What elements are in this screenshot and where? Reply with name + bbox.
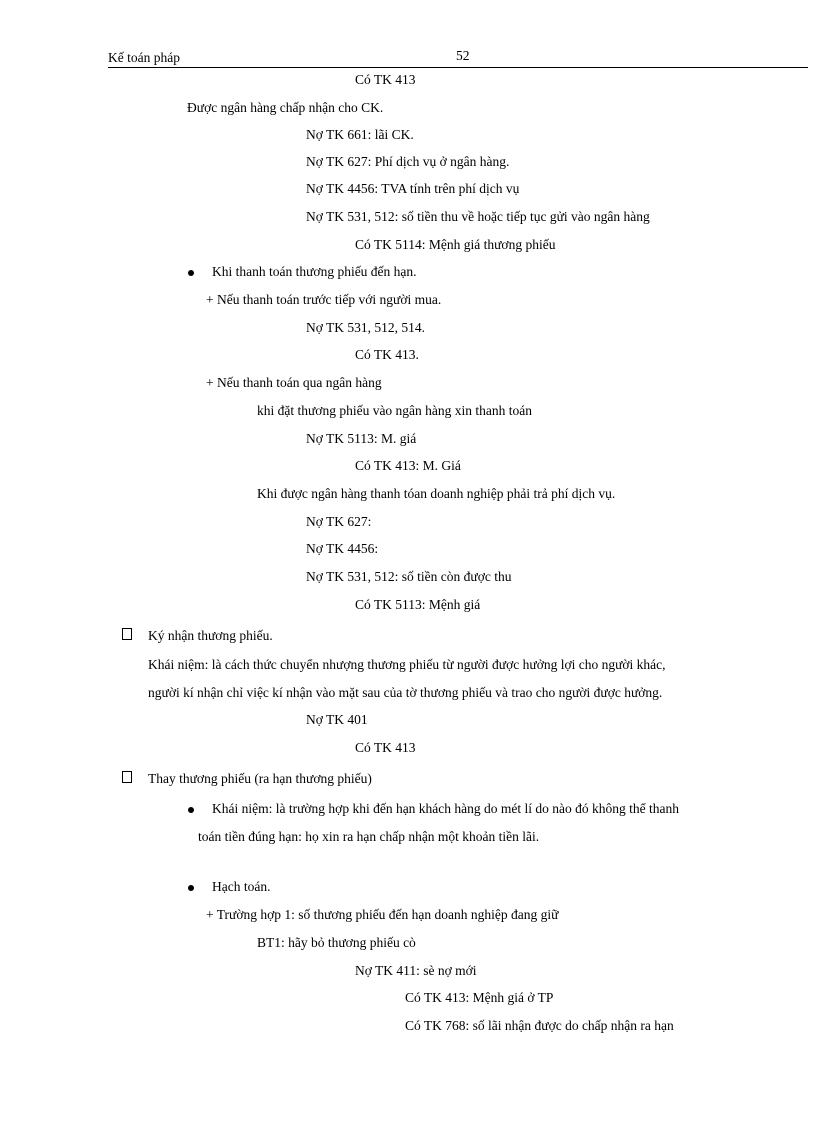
section-heading: Ký nhận thương phiếu. bbox=[148, 628, 273, 643]
text-line: Nợ TK 4456: bbox=[306, 541, 379, 556]
text-line: người kí nhận chỉ việc kí nhận vào mặt sau của tờ thương phiếu và trao cho người được hưởng. bbox=[148, 685, 663, 700]
bullet-icon bbox=[188, 807, 194, 813]
text-line: Có TK 5114: Mệnh giá thương phiếu bbox=[355, 237, 556, 252]
checkbox-square-icon bbox=[122, 628, 132, 640]
section-heading: Thay thương phiếu (ra hạn thương phiếu) bbox=[148, 771, 372, 786]
text-line: Có TK 413. bbox=[355, 347, 419, 362]
text-line: BT1: hãy bỏ thương phiếu cò bbox=[257, 935, 416, 950]
checkbox-square-icon bbox=[122, 771, 132, 783]
text-line: khi đặt thương phiếu vào ngân hàng xin thanh toán bbox=[257, 403, 533, 418]
header-title: Kế toán pháp bbox=[108, 50, 180, 65]
text-line: Có TK 413: M. Giá bbox=[355, 458, 461, 473]
text-line: Có TK 768: số lãi nhận được do chấp nhận ra hạn bbox=[405, 1018, 674, 1033]
text-line: Nợ TK 5113: M. giá bbox=[306, 431, 417, 446]
text-line: Có TK 413 bbox=[355, 740, 416, 755]
page-number: 52 bbox=[456, 48, 470, 63]
text-line: Nợ TK 401 bbox=[306, 712, 368, 727]
bullet-icon bbox=[188, 270, 194, 276]
text-line: Nợ TK 661: lãi CK. bbox=[306, 127, 414, 142]
text-line: Nợ TK 411: sè nợ mới bbox=[355, 963, 477, 978]
text-line: Khi thanh toán thương phiếu đến hạn. bbox=[212, 264, 417, 279]
text-line: Nợ TK 531, 512: số tiền thu về hoặc tiếp tục gửi vào ngân hàng bbox=[306, 209, 650, 224]
text-line: Khái niệm: là cách thức chuyển nhượng thương phiếu từ người được hưởng lợi cho người khác, bbox=[148, 657, 666, 672]
text-line: Nợ TK 531, 512: số tiền còn được thu bbox=[306, 569, 512, 584]
text-line: Được ngân hàng chấp nhận cho CK. bbox=[187, 100, 384, 115]
text-line: Có TK 413: Mệnh giá ở TP bbox=[405, 990, 554, 1005]
text-line: Khi được ngân hàng thanh tóan doanh nghiệp phải trả phí dịch vụ. bbox=[257, 486, 616, 501]
text-line: Có TK 5113: Mệnh giá bbox=[355, 597, 481, 612]
text-line: Nợ TK 4456: TVA tính trên phí dịch vụ bbox=[306, 181, 520, 196]
text-line: + Trường hợp 1: số thương phiếu đến hạn doanh nghiệp đang giữ bbox=[206, 907, 559, 922]
text-line: Nợ TK 531, 512, 514. bbox=[306, 320, 426, 335]
text-line: Nợ TK 627: bbox=[306, 514, 372, 529]
bullet-icon bbox=[188, 885, 194, 891]
text-line: Có TK 413 bbox=[355, 72, 416, 87]
text-line: Hạch toán. bbox=[212, 879, 271, 894]
header-divider bbox=[108, 67, 808, 68]
text-line: + Nếu thanh toán qua ngân hàng bbox=[206, 375, 382, 390]
text-line: Nợ TK 627: Phí dịch vụ ở ngân hàng. bbox=[306, 154, 510, 169]
text-line: + Nếu thanh toán trước tiếp với người mua. bbox=[206, 292, 442, 307]
text-line: Khái niệm: là trường hợp khi đến hạn khách hàng do mét lí do nào đó không thể thanh bbox=[212, 801, 680, 816]
text-line: toán tiền đúng hạn: họ xin ra hạn chấp nhận một khoản tiền lãi. bbox=[198, 829, 540, 844]
